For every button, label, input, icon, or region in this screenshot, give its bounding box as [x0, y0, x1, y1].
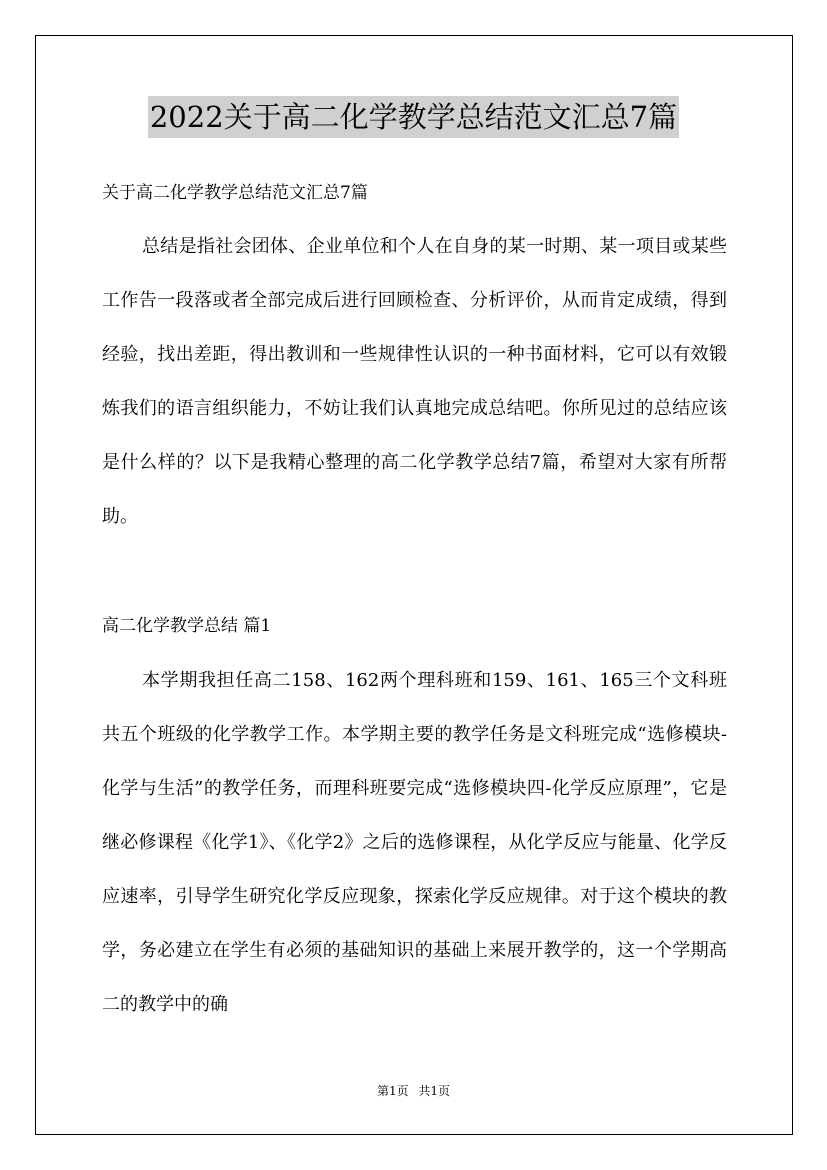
document-title: 2022关于高二化学教学总结范文汇总7篇: [148, 96, 679, 138]
section-paragraph: 本学期我担任高二158、162两个理科班和159、161、165三个文科班共五个班级的化学教学工作。本学期主要的教学任务是文科班完成“选修模块-化学与生活”的教学任务，而理科班要完成“选修模块四-化学反应原理”，它是继必修课程《化学1》、《化学2》之后的选修课程，从化学反应与能量、化学反应速率，引导学生研究化学反应现象，探索化学反应规律。对于这个模块的教学，务必建立在学生有必须的基础知识的基础上来展开教学的，这一个学期高二的教学中的确: [102, 670, 727, 1015]
page-number: 第1页: [376, 1084, 409, 1098]
page-footer: [0, 1083, 827, 1099]
section-heading: 高二化学教学总结 篇1: [102, 616, 272, 636]
document-subtitle: 关于高二化学教学总结范文汇总7篇: [102, 183, 368, 203]
intro-paragraph: 总结是指社会团体、企业单位和个人在自身的某一时期、某一项目或某些工作告一段落或者全部完成后进行回顾检查、分析评价，从而肯定成绩，得到经验，找出差距，得出教训和一些规律性认识的一种书面材料，它可以有效锻炼我们的语言组织能力，不妨让我们认真地完成总结吧。你所见过的总结应该是什么样的？以下是我精心整理的高二化学教学总结7篇，希望对大家有所帮助。: [102, 236, 727, 527]
page-total: 共1页: [418, 1084, 451, 1098]
document-title-wrapper: [0, 96, 827, 138]
